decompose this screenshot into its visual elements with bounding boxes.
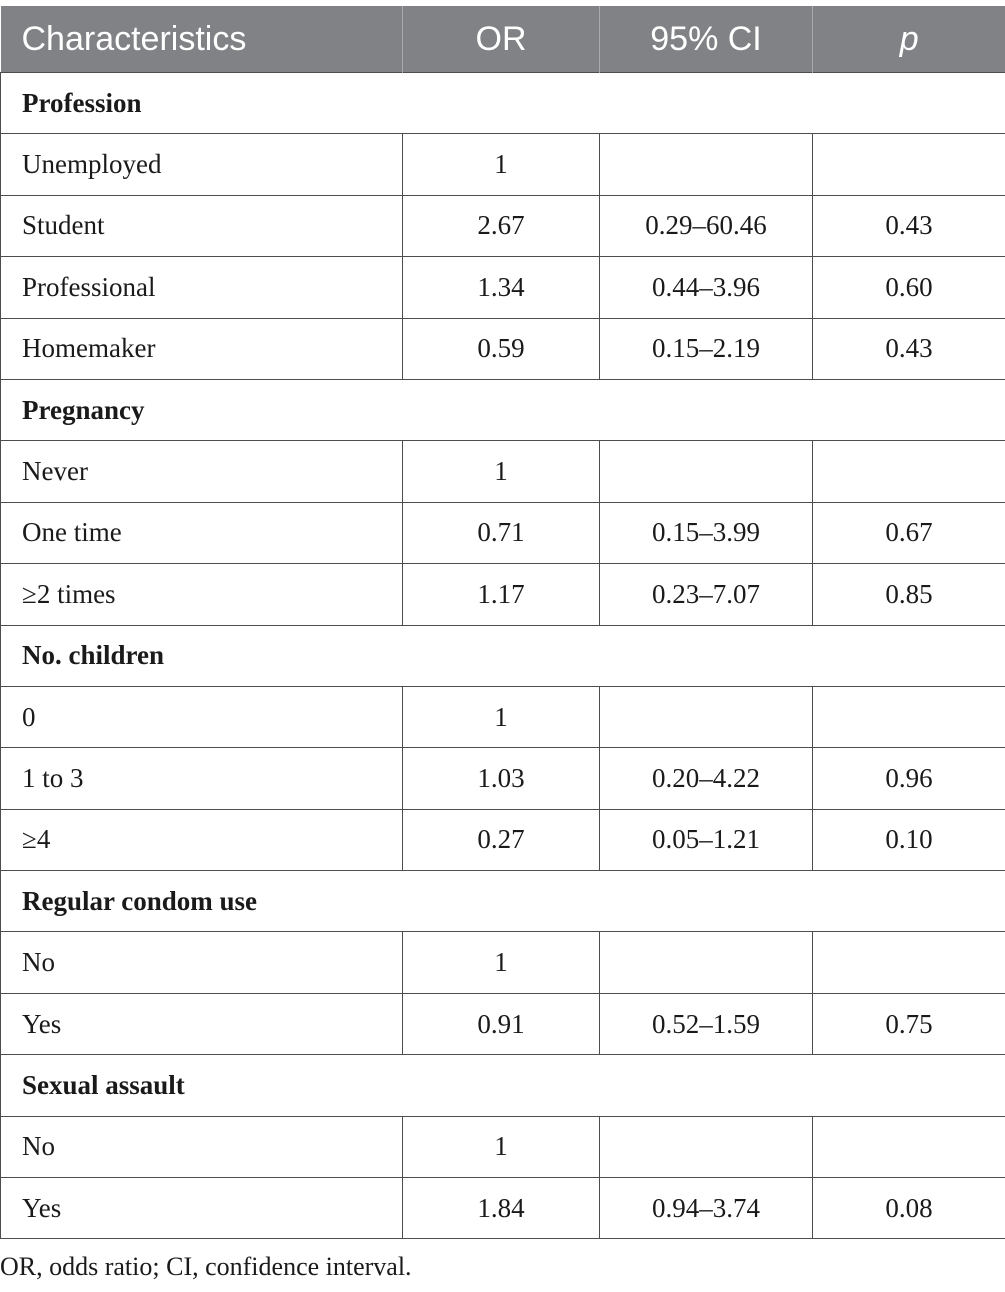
row-label: 1 to 3 bbox=[1, 748, 403, 809]
odds-ratio-value: 0.91 bbox=[403, 993, 600, 1054]
row-label: ≥4 bbox=[1, 809, 403, 870]
header-or: OR bbox=[403, 6, 600, 73]
confidence-interval-value bbox=[600, 441, 813, 502]
odds-ratio-value: 1.03 bbox=[403, 748, 600, 809]
p-value: 0.85 bbox=[813, 564, 1005, 625]
p-value bbox=[813, 686, 1005, 747]
group-title: Regular condom use bbox=[1, 871, 1005, 932]
row-label: No bbox=[1, 1116, 403, 1177]
table-row bbox=[1, 748, 1005, 809]
odds-ratio-value: 1.34 bbox=[403, 257, 600, 318]
table-row bbox=[1, 1116, 1005, 1177]
row-label: Yes bbox=[1, 1178, 403, 1239]
table-row bbox=[1, 195, 1005, 256]
table-row bbox=[1, 932, 1005, 993]
odds-ratio-value: 1 bbox=[403, 1116, 600, 1177]
group-title: No. children bbox=[1, 625, 1005, 686]
group-title: Pregnancy bbox=[1, 379, 1005, 440]
group-row bbox=[1, 379, 1005, 440]
row-label: No bbox=[1, 932, 403, 993]
odds-ratio-value: 1.84 bbox=[403, 1178, 600, 1239]
confidence-interval-value: 0.15–3.99 bbox=[600, 502, 813, 563]
confidence-interval-value: 0.15–2.19 bbox=[600, 318, 813, 379]
row-label: One time bbox=[1, 502, 403, 563]
confidence-interval-value: 0.94–3.74 bbox=[600, 1178, 813, 1239]
confidence-interval-value: 0.05–1.21 bbox=[600, 809, 813, 870]
table-row bbox=[1, 1178, 1005, 1239]
confidence-interval-value: 0.20–4.22 bbox=[600, 748, 813, 809]
odds-ratio-value: 0.27 bbox=[403, 809, 600, 870]
group-row bbox=[1, 871, 1005, 932]
odds-ratio-table bbox=[0, 6, 1005, 1239]
table-row bbox=[1, 809, 1005, 870]
p-value: 0.96 bbox=[813, 748, 1005, 809]
p-value: 0.10 bbox=[813, 809, 1005, 870]
row-label: 0 bbox=[1, 686, 403, 747]
row-label: Student bbox=[1, 195, 403, 256]
group-row bbox=[1, 625, 1005, 686]
p-value bbox=[813, 932, 1005, 993]
table-row bbox=[1, 441, 1005, 502]
odds-ratio-value: 2.67 bbox=[403, 195, 600, 256]
confidence-interval-value bbox=[600, 1116, 813, 1177]
row-label: ≥2 times bbox=[1, 564, 403, 625]
row-label: Homemaker bbox=[1, 318, 403, 379]
table-header-row bbox=[1, 6, 1005, 73]
odds-ratio-value: 1 bbox=[403, 441, 600, 502]
confidence-interval-value bbox=[600, 134, 813, 195]
odds-ratio-value: 1 bbox=[403, 932, 600, 993]
odds-ratio-value: 1.17 bbox=[403, 564, 600, 625]
confidence-interval-value: 0.23–7.07 bbox=[600, 564, 813, 625]
table-row bbox=[1, 134, 1005, 195]
row-label: Unemployed bbox=[1, 134, 403, 195]
row-label: Yes bbox=[1, 993, 403, 1054]
odds-ratio-value: 1 bbox=[403, 686, 600, 747]
group-row bbox=[1, 73, 1005, 134]
table-row bbox=[1, 564, 1005, 625]
table-row bbox=[1, 257, 1005, 318]
header-p: p bbox=[813, 6, 1005, 73]
p-value: 0.43 bbox=[813, 318, 1005, 379]
row-label: Professional bbox=[1, 257, 403, 318]
confidence-interval-value: 0.44–3.96 bbox=[600, 257, 813, 318]
odds-ratio-value: 0.59 bbox=[403, 318, 600, 379]
group-row bbox=[1, 1055, 1005, 1116]
group-title: Sexual assault bbox=[1, 1055, 1005, 1116]
table-row bbox=[1, 502, 1005, 563]
p-value: 0.67 bbox=[813, 502, 1005, 563]
confidence-interval-value bbox=[600, 686, 813, 747]
table-row bbox=[1, 686, 1005, 747]
p-value: 0.60 bbox=[813, 257, 1005, 318]
odds-ratio-value: 0.71 bbox=[403, 502, 600, 563]
p-value bbox=[813, 1116, 1005, 1177]
header-ci: 95% CI bbox=[600, 6, 813, 73]
odds-ratio-value: 1 bbox=[403, 134, 600, 195]
table-row bbox=[1, 318, 1005, 379]
table-footnote: OR, odds ratio; CI, confidence interval. bbox=[0, 1252, 412, 1281]
confidence-interval-value: 0.29–60.46 bbox=[600, 195, 813, 256]
p-value: 0.43 bbox=[813, 195, 1005, 256]
p-value bbox=[813, 441, 1005, 502]
p-value bbox=[813, 134, 1005, 195]
p-value: 0.08 bbox=[813, 1178, 1005, 1239]
p-value: 0.75 bbox=[813, 993, 1005, 1054]
row-label: Never bbox=[1, 441, 403, 502]
table-row bbox=[1, 993, 1005, 1054]
confidence-interval-value bbox=[600, 932, 813, 993]
group-title: Profession bbox=[1, 73, 1005, 134]
confidence-interval-value: 0.52–1.59 bbox=[600, 993, 813, 1054]
header-characteristics: Characteristics bbox=[1, 6, 403, 73]
